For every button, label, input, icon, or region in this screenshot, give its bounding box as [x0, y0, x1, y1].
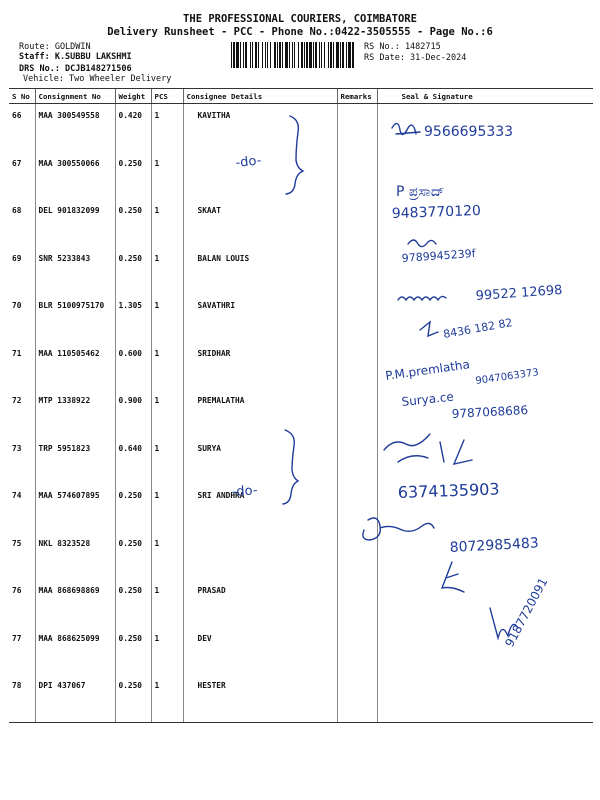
handwritten-phone: 8436 182 82	[442, 315, 514, 341]
barcode-bar	[236, 42, 239, 68]
weight-cell: 0.250	[115, 579, 151, 627]
table-row	[9, 152, 593, 200]
table-row	[9, 532, 593, 580]
pcs-cell: 1	[151, 437, 183, 485]
consignee-cell: KAVITHA	[183, 104, 337, 152]
consignment-cell: MAA 300549558	[35, 104, 115, 152]
sno-cell: 69	[12, 253, 22, 263]
barcode-bar	[258, 42, 259, 68]
pcs-cell: 1	[151, 532, 183, 580]
signature-cell	[377, 627, 593, 675]
barcode-bar	[342, 42, 344, 68]
col-remarks-header: Remarks	[337, 89, 377, 104]
table-row	[9, 294, 593, 342]
pcs-cell: 1	[151, 152, 183, 200]
sno-cell: 68	[12, 206, 22, 215]
barcode-bar	[304, 42, 305, 68]
weight-cell: 0.250	[115, 247, 151, 295]
handwritten-name: Surya.ce	[400, 389, 455, 409]
remarks-cell	[337, 532, 377, 580]
sno-cell: 75	[12, 538, 22, 548]
barcode-bar	[352, 42, 354, 68]
table-row	[9, 484, 593, 532]
runsheet-table	[9, 88, 593, 723]
signature-cell	[377, 532, 593, 580]
consignment-cell: DEL 901832099	[35, 199, 115, 247]
remarks-cell	[337, 342, 377, 390]
weight-cell: 0.250	[115, 674, 151, 722]
sno-cell: 70	[12, 301, 22, 310]
weight-cell: 0.250	[115, 484, 151, 532]
remarks-cell	[337, 484, 377, 532]
consignee-cell: SKAAT	[183, 199, 337, 247]
pcs-cell: 1	[151, 247, 183, 295]
consignment-cell: SNR 5233843	[35, 247, 115, 295]
consignment-cell: MAA 300550066	[35, 152, 115, 200]
barcode-bar	[319, 42, 320, 68]
rs-date: RS Date: 31-Dec-2024	[364, 53, 467, 63]
consignee-cell: SRIDHAR	[183, 342, 337, 390]
barcode-bar	[285, 42, 288, 68]
table-row	[9, 104, 593, 152]
sno-cell: 74	[12, 491, 22, 500]
remarks-cell	[337, 674, 377, 722]
consignee-cell	[183, 532, 337, 580]
pcs-cell: 1	[151, 104, 183, 152]
consignment-cell: NKL 8323528	[35, 532, 115, 580]
handwritten-phone: 9566695333	[424, 124, 514, 140]
signature-cell	[377, 104, 593, 152]
weight-cell: 0.600	[115, 342, 151, 390]
barcode-bar	[289, 42, 290, 68]
signature-cell	[377, 199, 593, 247]
barcode-bar	[255, 42, 257, 68]
sno-cell: 78	[9, 674, 35, 722]
route-label: Route: GOLDWIN	[19, 42, 91, 52]
remarks-cell	[337, 627, 377, 675]
handwritten-phone: 8072985483	[449, 535, 540, 556]
col-weight-header: Weight	[115, 89, 151, 104]
signature-cell	[377, 294, 593, 342]
consignment-cell: MAA 868698869	[35, 579, 115, 627]
signature-cell	[377, 579, 593, 627]
handwritten-name: P ಪ್ರಸಾದ್	[396, 184, 445, 200]
ditto-mark: -do-	[231, 483, 259, 500]
barcode-bar	[346, 42, 347, 68]
barcode-bar	[240, 42, 241, 68]
handwritten-phone: 9789945239f	[401, 246, 476, 265]
weight-cell: 0.250	[115, 627, 151, 675]
barcode-bar	[328, 42, 329, 68]
weight-cell: 0.900	[115, 389, 151, 437]
consignee-cell: DEV	[183, 627, 337, 675]
signature-cell	[377, 437, 593, 485]
sno-cell: 72	[12, 396, 22, 405]
weight-cell: 0.420	[115, 104, 151, 152]
handwritten-phone: 9047063373	[474, 367, 540, 387]
col-consignee-header: Consignee Details	[183, 89, 337, 104]
consignee-cell: SRI ANDHRA	[183, 484, 337, 532]
handwritten-phone: 6374135903	[397, 479, 500, 502]
pcs-cell: 1	[151, 674, 183, 722]
barcode-bar	[340, 42, 341, 68]
table-row	[9, 389, 593, 437]
barcode-bar	[333, 42, 334, 68]
pcs-cell: 1	[151, 579, 183, 627]
remarks-cell	[337, 579, 377, 627]
remarks-cell	[337, 294, 377, 342]
table-row	[9, 247, 593, 295]
col-sno-header: S No	[9, 89, 35, 104]
consignee-cell: PREMALATHA	[183, 389, 337, 437]
weight-cell: 1.305	[115, 294, 151, 342]
barcode-image	[231, 42, 355, 68]
barcode-bar	[262, 42, 263, 68]
pcs-cell: 1	[151, 627, 183, 675]
table-row	[9, 199, 593, 247]
table-row	[9, 674, 593, 722]
col-consignment-header: Consignment No	[35, 89, 115, 104]
col-pcs-header: PCS	[151, 89, 183, 104]
table-row	[9, 342, 593, 390]
runsheet-subtitle: Delivery Runsheet - PCC - Phone No.:0422-3505555 - Page No.:6	[107, 26, 493, 38]
barcode-bar	[315, 42, 317, 68]
consignment-cell: MAA 574607895	[35, 484, 115, 532]
weight-cell: 0.640	[115, 437, 151, 485]
barcode-bar	[321, 42, 322, 68]
table-header-row	[9, 89, 593, 104]
barcode-bar	[265, 42, 266, 68]
barcode-bar	[279, 42, 281, 68]
barcode-bar	[294, 42, 295, 68]
barcode-bar	[233, 42, 235, 68]
sno-cell: 67	[12, 158, 22, 168]
consignee-cell: HESTER	[183, 674, 337, 722]
barcode-bar	[292, 42, 293, 68]
barcode-bar	[243, 42, 244, 68]
barcode-bar	[336, 42, 339, 68]
consignment-cell: TRP 5951823	[35, 437, 115, 485]
signature-cell	[377, 484, 593, 532]
consignment-cell: MAA 110505462	[35, 342, 115, 390]
handwritten-phone: 99522 12698	[475, 282, 563, 304]
consignment-cell: MAA 868625099	[35, 627, 115, 675]
barcode-bar	[330, 42, 332, 68]
handwritten-phone: 9187720091	[502, 575, 551, 650]
col-signature-header: Seal & Signature	[377, 89, 593, 104]
consignee-cell: BALAN LOUIS	[183, 247, 337, 295]
pcs-cell: 1	[151, 389, 183, 437]
pcs-cell: 1	[151, 199, 183, 247]
sno-cell: 77	[12, 633, 22, 643]
signature-cell	[377, 674, 593, 722]
sno-cell: 66	[12, 111, 22, 120]
table-row	[9, 437, 593, 485]
barcode-bar	[245, 42, 247, 68]
barcode-bar	[313, 42, 314, 68]
weight-cell: 0.250	[115, 152, 151, 200]
barcode-bar	[309, 42, 312, 68]
sno-cell: 76	[12, 586, 22, 595]
table-row	[9, 627, 593, 675]
remarks-cell	[337, 152, 377, 200]
barcode-bar	[306, 42, 308, 68]
consignee-cell: SURYA	[183, 437, 337, 485]
remarks-cell	[337, 389, 377, 437]
vehicle-label: Vehicle: Two Wheeler Delivery	[23, 74, 172, 84]
consignment-cell: BLR 5100975170	[35, 294, 115, 342]
signature-cell	[377, 389, 593, 437]
handwritten-phone: 9787068686	[451, 403, 529, 421]
handwritten-phone: 9483770120	[391, 202, 482, 222]
company-title: THE PROFESSIONAL COURIERS, COIMBATORE	[183, 13, 417, 25]
barcode-bar	[324, 42, 325, 68]
consignment-cell: DPI 437067	[35, 674, 115, 722]
barcode-bar	[231, 42, 232, 68]
barcode-bar	[270, 42, 271, 68]
remarks-cell	[337, 104, 377, 152]
remarks-cell	[337, 247, 377, 295]
pcs-cell: 1	[151, 342, 183, 390]
weight-cell: 0.250	[115, 199, 151, 247]
consignee-cell	[183, 152, 337, 200]
ditto-mark: -do-	[234, 153, 263, 171]
rs-number: RS No.: 1482715	[364, 42, 441, 52]
sno-cell: 73	[12, 443, 22, 453]
barcode-bar	[298, 42, 299, 68]
drs-number: DRS No.: DCJB148271506	[19, 64, 132, 74]
staff-label: Staff: K.SUBBU LAKSHMI	[19, 52, 132, 62]
signature-cell	[377, 152, 593, 200]
pcs-cell: 1	[151, 294, 183, 342]
barcode-bar	[277, 42, 278, 68]
barcode-bar	[348, 42, 351, 68]
barcode-bar	[301, 42, 303, 68]
signature-cell	[377, 342, 593, 390]
signature-cell	[377, 247, 593, 295]
sno-cell: 71	[12, 348, 22, 358]
consignment-cell: MTP 1338922	[35, 389, 115, 437]
remarks-cell	[337, 199, 377, 247]
consignee-cell: PRASAD	[183, 579, 337, 627]
consignee-cell: SAVATHRI	[183, 294, 337, 342]
table-row	[9, 579, 593, 627]
barcode-bar	[252, 42, 253, 68]
weight-cell: 0.250	[115, 532, 151, 580]
handwritten-name: P.M.premlatha	[384, 357, 471, 383]
barcode-bar	[274, 42, 276, 68]
pcs-cell: 1	[151, 484, 183, 532]
remarks-cell	[337, 437, 377, 485]
barcode-bar	[282, 42, 283, 68]
barcode-bar	[250, 42, 251, 68]
barcode-bar	[267, 42, 268, 68]
